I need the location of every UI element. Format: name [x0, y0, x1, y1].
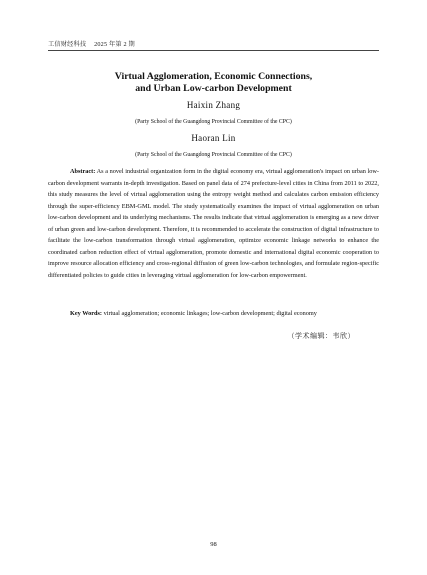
- page-number: 98: [210, 541, 217, 548]
- journal-name: 工信财经科技: [48, 41, 87, 48]
- author-affiliation-2: (Party School of the Guangdong Provincial Committee of the CPC): [135, 152, 292, 158]
- abstract-label: Abstract:: [70, 168, 96, 175]
- title-line-1: Virtual Agglomeration, Economic Connections,: [114, 71, 313, 82]
- title-line-2: and Urban Low-carbon Development: [135, 83, 292, 94]
- keywords-label: Key Words:: [70, 310, 103, 317]
- article-title: [48, 71, 379, 95]
- abstract-paragraph: [48, 166, 379, 281]
- issue-label: 2025 年第 2 期: [94, 41, 135, 48]
- running-header: [48, 39, 141, 48]
- author-affiliation-1: (Party School of the Guangdong Provincial Committee of the CPC): [135, 119, 292, 125]
- header-rule: [48, 50, 379, 51]
- editor-note: （学术编辑：韦欣）: [287, 332, 355, 340]
- author-name-2: Haoran Lin: [191, 133, 236, 143]
- author-name-1: Haixin Zhang: [186, 100, 241, 110]
- abstract-text: As a novel industrial organization form in the digital economy era, virtual agglomeration's impact on urban low-carbon development warrants in-depth investigation. Based on panel data of 274 prefecture-level cities in China from 2011 to 2022, this study measures the level of virtual agglomeration using the entropy weight method and calculates carbon emission efficiency through the super-efficiency EBM-GML model. The study systematically examines the impact of virtual agglomeration on urban low-carbon development and its underlying mechanisms. The results indicate that virtual agglomeration is emerging as a new driver of urban green and low-carbon development. Therefore, it is recommended to accelerate the construction of digital infrastructure to facilitate the low-carbon transformation through virtual agglomeration, optimize economic linkage networks to enhance the coordinated carbon reduction effect of virtual agglomeration, promote domestic and international digital economic cooperation to improve resource allocation efficiency and cross-regional diffusion of green low-carbon technologies, and formulate region-specific differentiated policies to guide cities in leveraging virtual agglomeration for low-carbon empowerment.: [48, 168, 379, 279]
- keywords-paragraph: [48, 308, 379, 320]
- keywords-text: virtual agglomeration; economic linkages; low-carbon development; digital economy: [103, 310, 317, 317]
